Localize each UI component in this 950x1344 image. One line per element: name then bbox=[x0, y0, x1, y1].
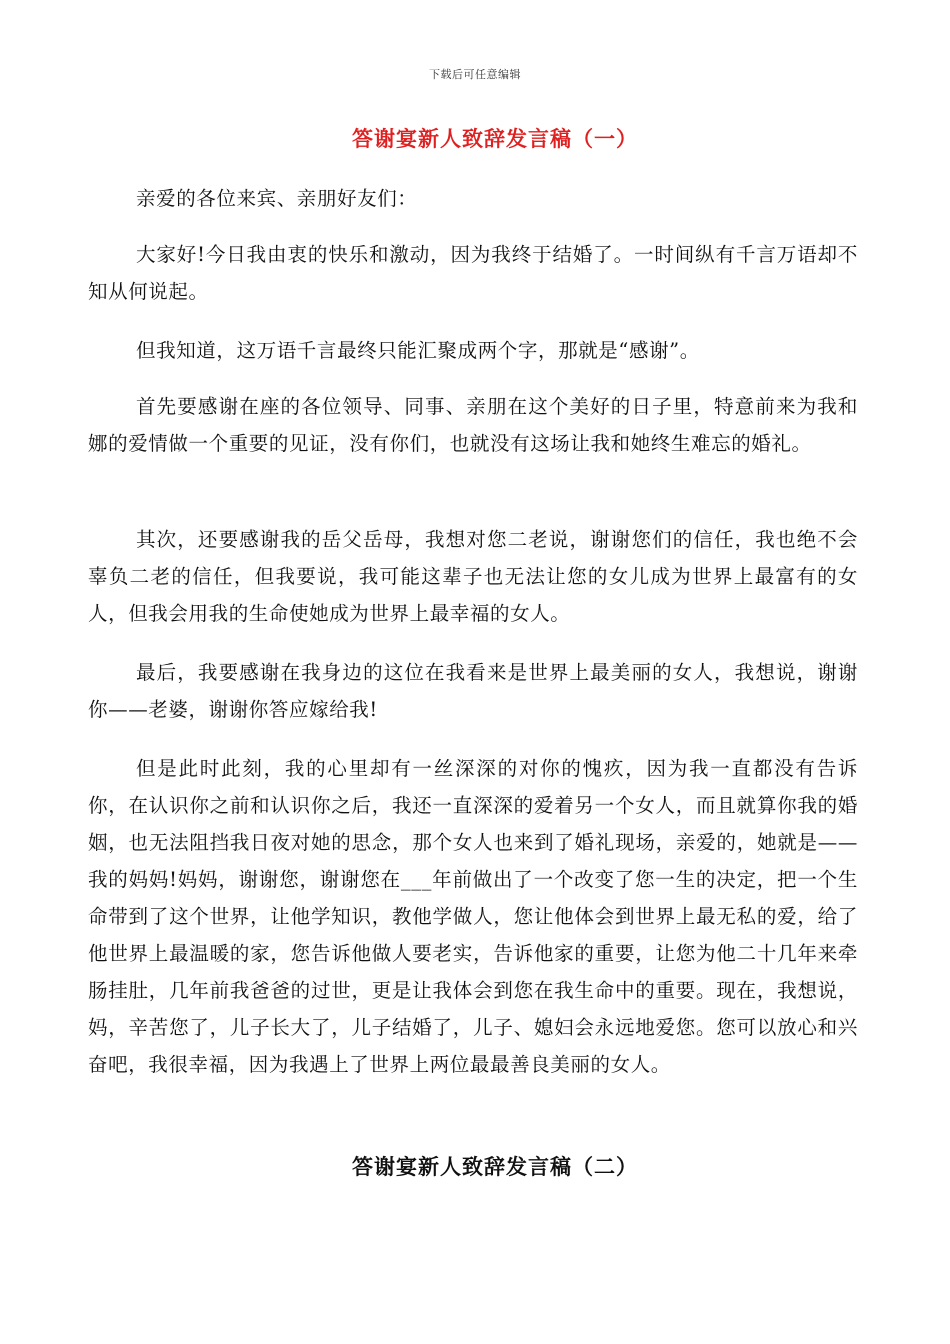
section-2-title: 答谢宴新人致辞发言稿（二） bbox=[352, 1154, 638, 1179]
paragraph-thanks-mother bbox=[88, 750, 858, 1083]
section-1-title: 答谢宴新人致辞发言稿（一） bbox=[352, 126, 638, 151]
paragraph-text: 亲爱的各位来宾、亲朋好友们： bbox=[136, 187, 418, 210]
paragraph-greeting bbox=[88, 236, 858, 310]
header-note: 下载后可任意编辑 bbox=[429, 68, 521, 81]
paragraph-text: 但我知道，这万语千言最终只能汇聚成两个字，那就是“感谢”。 bbox=[136, 339, 700, 362]
paragraph-thanks-in-laws bbox=[88, 521, 858, 632]
paragraph-thanks-wife bbox=[88, 654, 858, 728]
paragraph-text: 首先要感谢在座的各位领导、同事、亲朋在这个美好的日子里，特意前来为我和娜的爱情做一个重要的见证，没有你们，也就没有这场让我和她终生难忘的婚礼。 bbox=[88, 395, 858, 455]
paragraph-text: 但是此时此刻，我的心里却有一丝深深的对你的愧疚，因为我一直都没有告诉你，在认识你之前和认识你之后，我还一直深深的爱着另一个女人，而且就算你我的婚姻，也无法阻挡我日夜对她的思念，那个女人也来到了婚礼现场，亲爱的，她就是——我的妈妈!妈妈，谢谢您，谢谢您在___年前做出了一个改变了您一生的决定，把一个生命带到了这个世界，让他学知识，教他学做人，您让他体会到世界上最无私的爱，给了他世界上最温暖的家，您告诉他做人要老实，告诉他家的重要，让您为他二十几年来牵肠挂肚，几年前我爸爸的过世，更是让我体会到您在我生命中的重要。现在，我想说，妈，辛苦您了，儿子长大了，儿子结婚了，儿子、媳妇会永远地爱您。您可以放心和兴奋吧，我很幸福，因为我遇上了世界上两位最最善良美丽的女人。 bbox=[88, 757, 858, 1076]
paragraph-salutation bbox=[88, 180, 858, 217]
paragraph-text: 其次，还要感谢我的岳父岳母，我想对您二老说，谢谢您们的信任，我也绝不会辜负二老的信任，但我要说，我可能这辈子也无法让您的女儿成为世界上最富有的女人，但我会用我的生命使她成为世界上最幸福的女人。 bbox=[88, 528, 858, 625]
paragraph-text: 最后，我要感谢在我身边的这位在我看来是世界上最美丽的女人，我想说，谢谢你——老婆，谢谢你答应嫁给我! bbox=[88, 661, 858, 721]
paragraph-thanks-guests bbox=[88, 388, 858, 462]
paragraph-thanks-intro bbox=[88, 332, 858, 369]
paragraph-text: 大家好!今日我由衷的快乐和激动，因为我终于结婚了。一时间纵有千言万语却不知从何说起。 bbox=[88, 243, 858, 303]
